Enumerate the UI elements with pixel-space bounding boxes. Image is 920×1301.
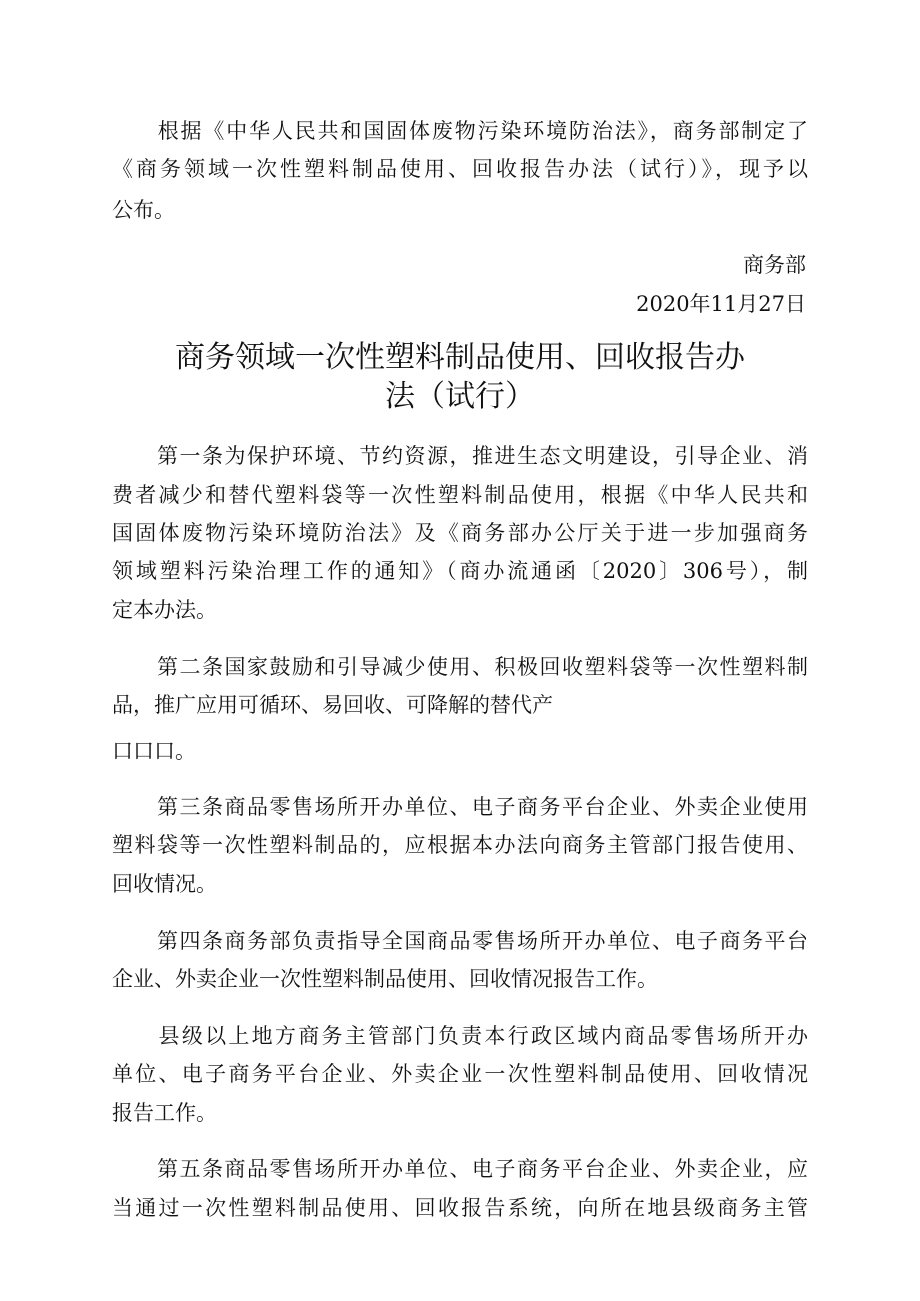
article-1-line: 领域塑料污染治理工作的通知》（商办流通函〔2020〕306号），制: [112, 559, 808, 583]
document-title-line2: 法（试行）: [385, 379, 535, 414]
article-4-line: 第四条商务部负责指导全国商品零售场所开办单位、电子商务平台: [112, 929, 808, 953]
article-2-line: 口口口。: [112, 739, 196, 763]
local-paragraph-line: 单位、电子商务平台企业、外卖企业一次性塑料制品使用、回收情况: [112, 1062, 808, 1086]
article-1-line: 第一条为保护环境、节约资源，推进生态文明建设，引导企业、消: [112, 444, 808, 468]
signature-date: 2020年11月27日: [636, 292, 806, 316]
local-paragraph-line: 报告工作。: [112, 1101, 217, 1125]
article-1-line: 费者减少和替代塑料袋等一次性塑料制品使用，根据《中华人民共和: [112, 483, 808, 507]
article-3-line: 塑料袋等一次性塑料制品的，应根据本办法向商务主管部门报告使用、: [112, 833, 808, 857]
article-2-line: 品，推广应用可循环、易回收、可降解的替代产: [112, 693, 553, 717]
article-5-line: 第五条商品零售场所开办单位、电子商务平台企业、外卖企业，应: [112, 1157, 808, 1181]
article-1-line: 国固体废物污染环境防治法》及《商务部办公厅关于进一步加强商务: [112, 521, 808, 545]
local-paragraph-line: 县级以上地方商务主管部门负责本行政区域内商品零售场所开办: [112, 1024, 808, 1048]
preamble-line: 根据《中华人民共和国固体废物污染环境防治法》，商务部制定了: [112, 119, 808, 143]
signature-org: 商务部: [743, 253, 806, 277]
preamble-line: 《商务领域一次性塑料制品使用、回收报告办法（试行）》，现予以: [112, 157, 808, 181]
article-4-line: 企业、外卖企业一次性塑料制品使用、回收情况报告工作。: [112, 967, 658, 991]
document-title-line1: 商务领域一次性塑料制品使用、回收报告办: [175, 340, 745, 375]
article-5-line: 当通过一次性塑料制品使用、回收报告系统，向所在地县级商务主管: [112, 1196, 808, 1220]
article-1-line: 定本办法。: [112, 598, 217, 622]
article-2-line: 第二条国家鼓励和引导减少使用、积极回收塑料袋等一次性塑料制: [112, 655, 808, 679]
article-3-line: 回收情况。: [112, 872, 217, 896]
article-3-line: 第三条商品零售场所开办单位、电子商务平台企业、外卖企业使用: [112, 795, 808, 819]
preamble-line: 公布。: [112, 198, 175, 222]
